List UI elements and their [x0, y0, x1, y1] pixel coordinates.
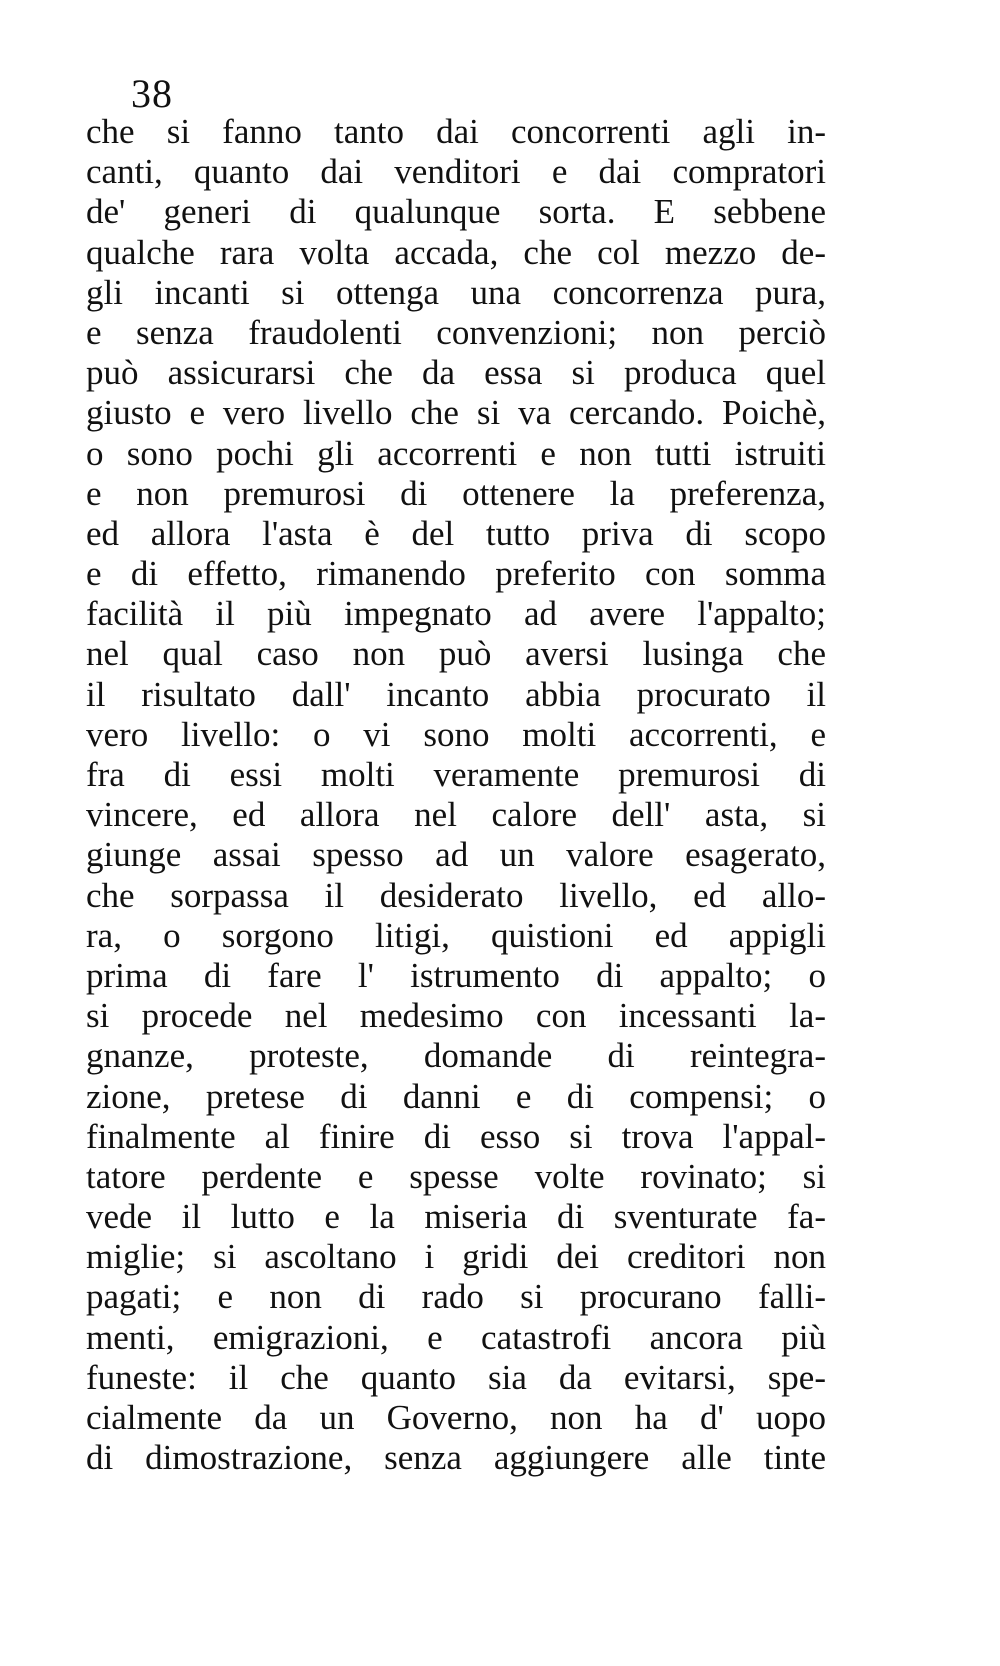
text-line: gli incanti si ottenga una concorrenza pura,	[86, 272, 826, 312]
text-line: che sorpassa il desiderato livello, ed allo-	[86, 875, 826, 915]
text-line: gnanze, proteste, domande di reintegra-	[86, 1036, 826, 1076]
text-line: facilità il più impegnato ad avere l'appalto;	[86, 594, 826, 634]
text-line: o sono pochi gli accorrenti e non tutti istruiti	[86, 433, 826, 473]
text-line: vero livello: o vi sono molti accorrenti, e	[86, 714, 826, 754]
text-line: cialmente da un Governo, non ha d' uopo	[86, 1398, 826, 1437]
text-line: qualche rara volta accada, che col mezzo de-	[86, 232, 826, 272]
text-line: funeste: il che quanto sia da evitarsi, spe-	[86, 1357, 826, 1397]
text-line: giusto e vero livello che si va cercando. Poichè,	[86, 393, 826, 433]
text-line: giunge assai spesso ad un valore esagerato,	[86, 835, 826, 875]
text-line: vincere, ed allora nel calore dell' asta, si	[86, 795, 826, 835]
text-line: il risultato dall' incanto abbia procurato il	[86, 674, 826, 714]
text-line: di dimostrazione, senza aggiungere alle tinte	[86, 1438, 826, 1478]
page-number: 38	[131, 71, 173, 116]
text-line: ed allora l'asta è del tutto priva di scopo	[86, 513, 826, 553]
text-line: tatore perdente e spesse volte rovinato; si	[86, 1156, 826, 1196]
text-line: e di effetto, rimanendo preferito con somma	[86, 554, 826, 594]
text-line: nel qual caso non può aversi lusinga che	[86, 634, 826, 674]
text-line: pagati; e non di rado si procurano falli-	[86, 1277, 826, 1317]
text-line: menti, emigrazioni, e catastrofi ancora più	[86, 1317, 826, 1357]
text-line: de' generi di qualunque sorta. E sebbene	[86, 192, 826, 232]
text-line: può assicurarsi che da essa si produca quel	[86, 353, 826, 393]
text-line: miglie; si ascoltano i gridi dei creditori non	[86, 1237, 826, 1277]
text-line: e non premurosi di ottenere la preferenza,	[86, 473, 826, 513]
text-line: vede il lutto e la miseria di sventurate fa-	[86, 1197, 826, 1237]
text-line: canti, quanto dai venditori e dai compratori	[86, 152, 826, 192]
text-line: zione, pretese di danni e di compensi; o	[86, 1076, 826, 1116]
body-text	[86, 112, 826, 1478]
text-line: prima di fare l' istrumento di appalto; o	[86, 955, 826, 995]
text-line: finalmente al finire di esso si trova l'appal-	[86, 1116, 826, 1156]
text-line: fra di essi molti veramente premurosi di	[86, 755, 826, 794]
text-line: ra, o sorgono litigi, quistioni ed appigli	[86, 915, 826, 955]
text-line: che si fanno tanto dai concorrenti agli in-	[86, 112, 826, 151]
text-line: e senza fraudolenti convenzioni; non perciò	[86, 312, 826, 352]
text-line: si procede nel medesimo con incessanti la-	[86, 996, 826, 1036]
